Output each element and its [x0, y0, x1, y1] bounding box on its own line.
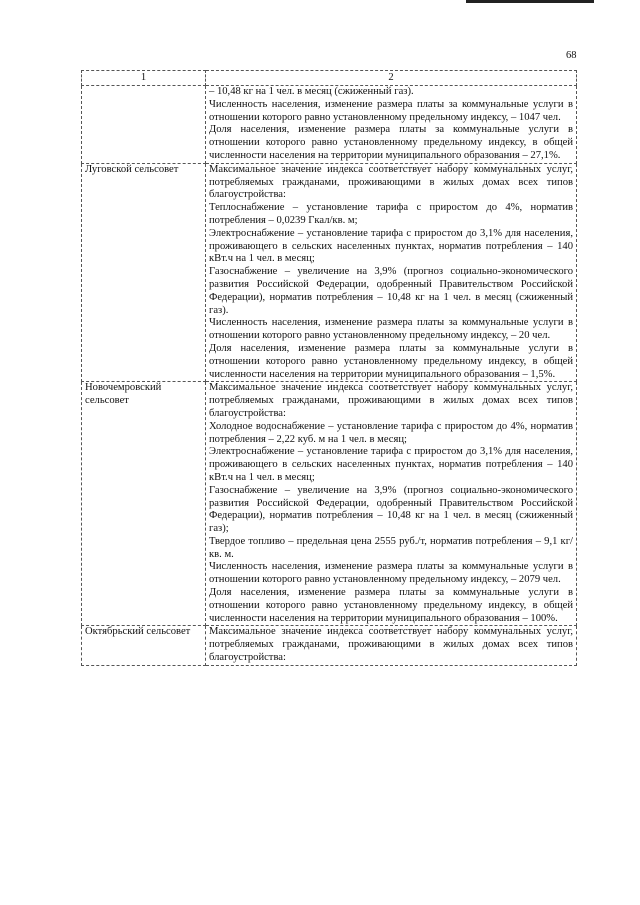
description-paragraph: Твердое топливо – предельная цена 2555 руб./т, норматив потребления – 9,1 кг/кв. м.: [209, 535, 573, 560]
table-header-row: [82, 71, 577, 86]
table-body: [82, 86, 577, 666]
description-cell: [206, 86, 577, 164]
description-paragraph: Доля населения, изменение размера платы за коммунальные услуги в отношении которого равно установленному предельному индексу, в общей численности населения на территории муниципального образования – 1,5%.: [209, 342, 573, 380]
description-cell: [206, 382, 577, 626]
district-name-cell: Луговской сельсовет: [82, 163, 206, 382]
description-paragraph: Газоснабжение – увеличение на 3,9% (прогноз социально-экономического развития Российской Федерации, одобренный Правительством Российской Федерации), норматив потребления – 10,48 кг на 1 чел. в месяц (сжиженный газ);: [209, 484, 573, 535]
description-paragraph: Численность населения, изменение размера платы за коммунальные услуги в отношении которого равно установленному предельному индексу, – 2079 чел.: [209, 561, 573, 586]
description-cell: [206, 163, 577, 382]
description-paragraph: Численность населения, изменение размера платы за коммунальные услуги в отношении которого равно установленному предельному индексу, – 20 чел.: [209, 317, 573, 342]
description-paragraph: – 10,48 кг на 1 чел. в месяц (сжиженный газ).: [209, 86, 414, 97]
column-header-2: 2: [206, 71, 577, 86]
table-row: [82, 86, 577, 164]
district-name-cell: Новочемровский сельсовет: [82, 382, 206, 626]
district-name-cell: Октябрьский сельсовет: [82, 626, 206, 665]
description-paragraph: Теплоснабжение – установление тарифа с приростом до 4%, норматив потребления – 0,0239 Гкал/кв. м;: [209, 202, 573, 226]
description-paragraph: Холодное водоснабжение – установление тарифа с приростом до 4%, норматив потребления – 2,22 куб. м на 1 чел. в месяц;: [209, 420, 573, 445]
description-paragraph: Максимальное значение индекса соответствует набору коммунальных услуг, потребляемых гражданами, проживающими в жилых домах всех типов благоустройства:: [209, 626, 573, 664]
page-number: 68: [566, 50, 577, 61]
description-cell: [206, 626, 577, 665]
description-paragraph: Электроснабжение – установление тарифа с приростом до 3,1% для населения, проживающего в сельских населенных пунктах, норматив потребления – 140 кВт.ч на 1 чел. в месяц;: [209, 227, 573, 265]
description-paragraph: Доля населения, изменение размера платы за коммунальные услуги в отношении которого равно установленному предельному индексу, в общей численности населения на территории муниципального образования – 27,1%.: [209, 124, 573, 161]
column-header-1: 1: [82, 71, 206, 86]
description-paragraph: Численность населения, изменение размера платы за коммунальные услуги в отношении которого равно установленному предельному индексу, – 1047 чел.: [209, 98, 573, 123]
table-row: [82, 626, 577, 665]
description-paragraph: Доля населения, изменение размера платы за коммунальные услуги в отношении которого равно установленному предельному индексу, в общей численности населения на территории муниципального образования – 100%.: [209, 587, 573, 624]
description-paragraph: Максимальное значение индекса соответствует набору коммунальных услуг, потребляемых гражданами, проживающими в жилых домах всех типов благоустройства:: [209, 382, 573, 419]
description-paragraph: Максимальное значение индекса соответствует набору коммунальных услуг, потребляемых гражданами, проживающими в жилых домах всех типов благоустройства:: [209, 163, 573, 201]
document-table: [81, 70, 577, 666]
table-row: [82, 163, 577, 382]
description-paragraph: Электроснабжение – установление тарифа с приростом до 3,1% для населения, проживающего в сельских населенных пунктах, норматив потребления – 140 кВт.ч на 1 чел. в месяц;: [209, 446, 573, 483]
district-name-cell: [82, 86, 206, 164]
description-paragraph: Газоснабжение – увеличение на 3,9% (прогноз социально-экономического развития Российской Федерации, одобренный Правительством Российской Федерации), норматив потребления – 10,48 кг на 1 чел. в месяц (сжиженный газ).: [209, 266, 573, 316]
scan-edge-mark: [466, 0, 594, 3]
table-row: [82, 382, 577, 626]
